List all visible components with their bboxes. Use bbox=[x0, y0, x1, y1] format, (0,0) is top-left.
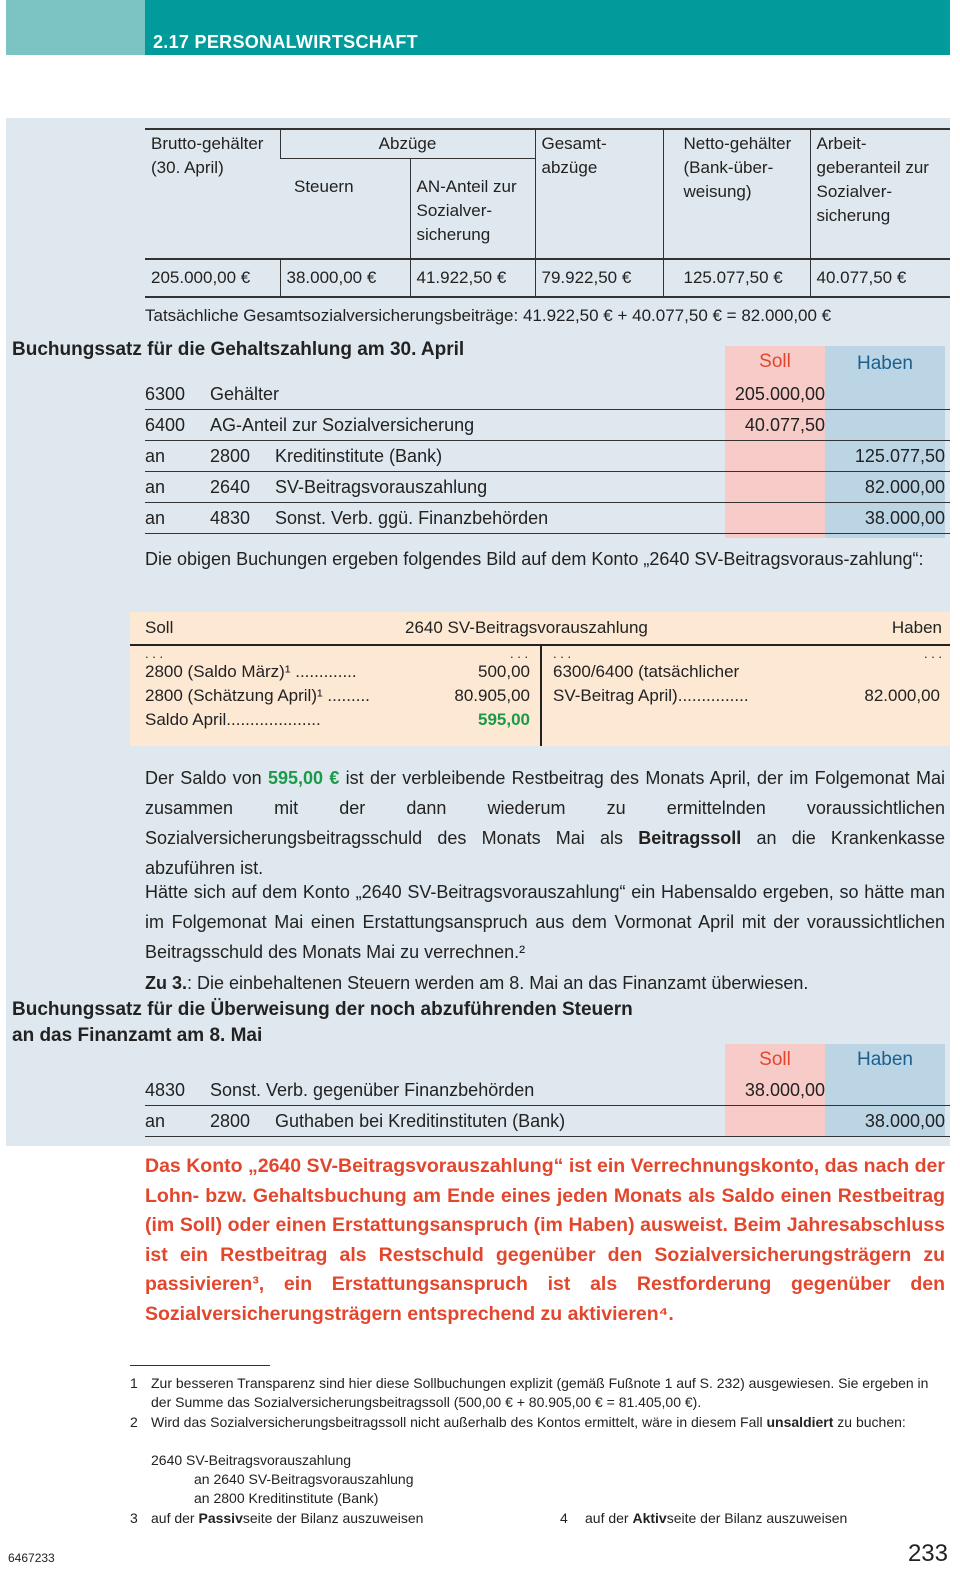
cell: 125.077,50 € bbox=[663, 259, 810, 297]
cell: 205.000,00 € bbox=[145, 259, 280, 297]
row-acct: 4830 bbox=[210, 508, 251, 528]
fn-num: 2 bbox=[130, 1414, 138, 1430]
row-text: Kreditinstitute (Bank) bbox=[275, 446, 443, 466]
row-prefix: an bbox=[145, 477, 166, 497]
row-prefix: an bbox=[145, 1111, 166, 1131]
col-an: AN-Anteil zur Sozialver-sicherung bbox=[410, 159, 535, 259]
col-brutto: Brutto-gehälter (30. April) bbox=[145, 129, 280, 259]
soll-header: Soll bbox=[759, 351, 791, 372]
col-ag: Arbeit-geberanteil zur Sozialver-sicherung bbox=[810, 129, 950, 259]
paragraph: Der Saldo von 595,00 € ist der verbleibende Restbeitrag des Monats April, der im Folgemonat Mai zusammen mit der dann wiederum zu ermittelnden voraussichtlichen Sozialversicherungsbeitragsschuld des Monats Mai als Beitragssoll an die Krankenkasse abzuführen ist. bbox=[145, 768, 945, 878]
booking-row bbox=[145, 503, 950, 534]
footnote-1: Zur besseren Transparenz sind hier diese Sollbuchungen explizit (gemäß Fußnote 1 auf S. 232) ausgewiesen. Sie ergeben in der Summe das Sozialversicherungsbeitragssoll (500,00 € + 80.905,00 € = 81.405,00 €). bbox=[151, 1375, 929, 1410]
t-entry bbox=[145, 662, 530, 686]
booking2-title: Buchungssatz für die Überweisung der noch abzuführenden Steuern bbox=[12, 999, 633, 1020]
booking1-title: Buchungssatz für die Gehaltszahlung am 30. April bbox=[12, 339, 465, 360]
dots: . . . bbox=[145, 646, 164, 661]
booking-row bbox=[145, 1106, 950, 1137]
salary-table bbox=[145, 128, 950, 298]
row-acct: 2800 bbox=[210, 1111, 251, 1131]
haben-header: Haben bbox=[857, 353, 913, 374]
footnote-4: auf der Aktivseite der Bilanz auszuweisen bbox=[585, 1510, 848, 1526]
fn-line: an 2640 SV-Beitragsvorauszahlung bbox=[194, 1471, 414, 1487]
highlight-note: Das Konto „2640 SV-Beitragsvorauszahlung“ ist ein Verrechnungskonto, das nach der Lohn- bzw. Gehaltsbuchung am Ende eines jeden Monats als Saldo einen Restbeitrag (im Soll) oder einen Erstattungsanspruch (im Haben) ausweist. Beim Jahresabschluss ist ein Restbeitrag als Restschuld gegenüber den Sozialversicherungsträgern zu passivieren³, ein Erstattungsanspruch ist als Restforderung gegenüber den Sozialversicherungsträgern entsprechend zu aktivieren⁴. bbox=[145, 1155, 945, 1325]
row-text: AG-Anteil zur Sozialversicherung bbox=[210, 415, 475, 435]
paragraph: Hätte sich auf dem Konto „2640 SV-Beitragsvorauszahlung“ ein Habensaldo ergeben, so hätte man im Folgemonat Mai einen Erstattungsanspruch aus dem Vormonat April mit der voraussichtlichen Beitragsschuld des Monats Mai zu verrechnen.² bbox=[145, 882, 945, 962]
t-amount: 82.000,00 bbox=[864, 686, 940, 705]
t-label: Saldo April.................... bbox=[145, 710, 321, 729]
footnote-3: auf der Passivseite der Bilanz auszuweisen bbox=[151, 1510, 424, 1526]
row-soll: 205.000,00 bbox=[734, 384, 825, 404]
total-line: Tatsächliche Gesamtsozialversicherungsbeiträge: 41.922,50 € + 40.077,50 € = 82.000,00 € bbox=[145, 306, 832, 325]
header-accent bbox=[6, 0, 145, 55]
t-label: SV-Beitrag April)............... bbox=[553, 686, 749, 705]
t-label: 6300/6400 (tatsächlicher bbox=[553, 662, 740, 681]
t-entry bbox=[145, 710, 530, 734]
row-haben: 82.000,00 bbox=[864, 477, 945, 497]
row-acct: 6400 bbox=[145, 415, 186, 435]
paragraph: Die obigen Buchungen ergeben folgendes Bild auf dem Konto „2640 SV-Beitragsvoraus-zahlung“: bbox=[145, 549, 924, 569]
col-gesamt: Gesamt-abzüge bbox=[535, 129, 663, 259]
dots: . . . bbox=[510, 646, 529, 661]
t-amount: 80.905,00 bbox=[454, 686, 530, 705]
row-text: Sonst. Verb. gegenüber Finanzbehörden bbox=[210, 1080, 535, 1100]
booking-row bbox=[145, 441, 950, 472]
booking-row bbox=[145, 379, 950, 410]
row-haben: 125.077,50 bbox=[854, 446, 945, 466]
t-entry bbox=[553, 686, 940, 710]
row-prefix: an bbox=[145, 508, 166, 528]
haben-header: Haben bbox=[857, 1049, 913, 1070]
cell: 79.922,50 € bbox=[535, 259, 663, 297]
dots: . . . bbox=[923, 646, 942, 661]
row-text: SV-Beitragsvorauszahlung bbox=[275, 477, 488, 497]
row-text: Sonst. Verb. ggü. Finanzbehörden bbox=[275, 508, 549, 528]
cell: 38.000,00 € bbox=[280, 259, 410, 297]
footnote-2: Wird das Sozialversicherungsbeitragssoll nicht außerhalb des Kontos ermittelt, wäre in diesem Fall unsaldiert zu buchen: bbox=[151, 1414, 906, 1430]
booking2-title: an das Finanzamt am 8. Mai bbox=[12, 1025, 263, 1046]
row-prefix: an bbox=[145, 446, 166, 466]
row-acct: 6300 bbox=[145, 384, 186, 404]
cell: 40.077,50 € bbox=[810, 259, 950, 297]
row-text: Gehälter bbox=[210, 384, 280, 404]
chapter-title: 2.17 PERSONALWIRTSCHAFT bbox=[153, 32, 418, 52]
row-acct: 2800 bbox=[210, 446, 251, 466]
row-acct: 2640 bbox=[210, 477, 251, 497]
row-haben: 38.000,00 bbox=[864, 1111, 945, 1131]
col-steuern: Steuern bbox=[294, 177, 354, 196]
fn-line: an 2800 Kreditinstitute (Bank) bbox=[194, 1490, 379, 1506]
fn-num: 4 bbox=[560, 1510, 568, 1526]
soll-header: Soll bbox=[759, 1049, 791, 1070]
t-account bbox=[130, 612, 950, 746]
fn-num: 1 bbox=[130, 1375, 138, 1391]
t-entry bbox=[553, 662, 940, 686]
t-haben: Haben bbox=[891, 618, 942, 637]
row-text: Guthaben bei Kreditinstituten (Bank) bbox=[275, 1111, 566, 1131]
paragraph: Zu 3.: Die einbehaltenen Steuern werden am 8. Mai an das Finanzamt überwiesen. bbox=[145, 973, 809, 993]
row-soll: 40.077,50 bbox=[744, 415, 825, 435]
row-soll: 38.000,00 bbox=[744, 1080, 825, 1100]
booking-row bbox=[145, 410, 950, 441]
row-acct: 4830 bbox=[145, 1080, 186, 1100]
t-title: 2640 SV-Beitragsvorauszahlung bbox=[405, 618, 648, 637]
fn-line: 2640 SV-Beitragsvorauszahlung bbox=[151, 1452, 352, 1468]
t-label: 2800 (Saldo März)¹ ............. bbox=[145, 662, 357, 681]
page-number: 233 bbox=[907, 1540, 948, 1567]
book-code: 6467233 bbox=[8, 1551, 55, 1565]
dots: . . . bbox=[553, 646, 572, 661]
t-label: 2800 (Schätzung April)¹ ......... bbox=[145, 686, 370, 705]
t-amount: 595,00 bbox=[478, 710, 530, 729]
t-amount: 500,00 bbox=[478, 662, 530, 681]
cell: 41.922,50 € bbox=[410, 259, 535, 297]
col-netto: Netto-gehälter (Bank-über-weisung) bbox=[663, 129, 810, 259]
fn-num: 3 bbox=[130, 1510, 138, 1526]
booking-row bbox=[145, 1075, 950, 1106]
col-abzuege: Abzüge bbox=[280, 129, 535, 159]
booking-row bbox=[145, 472, 950, 503]
t-entry bbox=[145, 686, 530, 710]
t-soll: Soll bbox=[145, 618, 174, 637]
row-haben: 38.000,00 bbox=[864, 508, 945, 528]
